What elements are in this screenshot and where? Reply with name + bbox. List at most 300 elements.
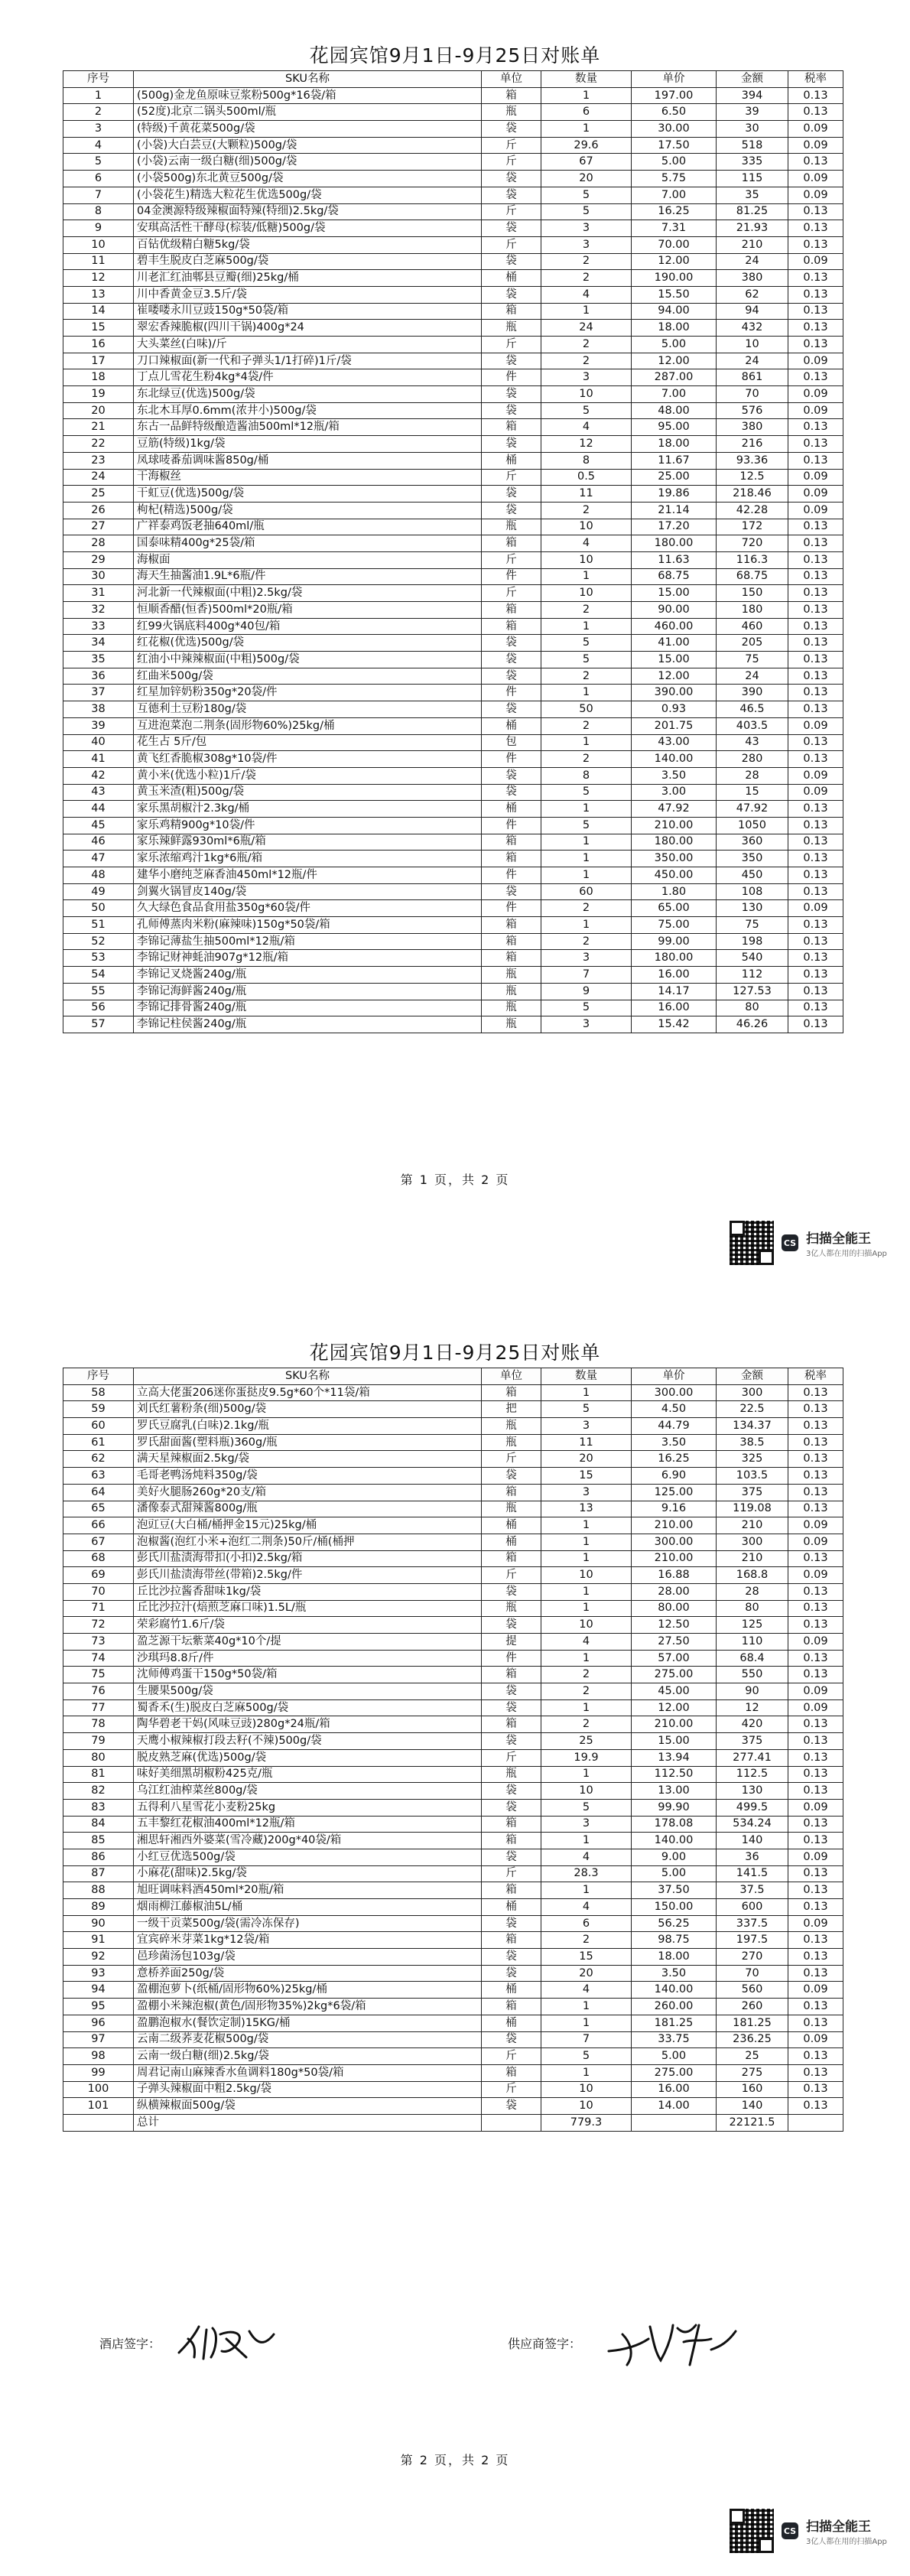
row-index: 79: [63, 1733, 134, 1750]
table-row: [63, 286, 843, 303]
sku-name: 崔喽喽永川豆豉150g*50袋/箱: [134, 303, 482, 320]
unit-price: 5.00: [632, 2048, 717, 2065]
unit-price: 3.50: [632, 1434, 717, 1451]
quantity: 10: [541, 519, 632, 535]
amount: 140: [717, 2098, 788, 2115]
quantity: 5: [541, 2048, 632, 2065]
table-row: [63, 436, 843, 453]
amount: 140: [717, 1833, 788, 1849]
quantity: 10: [541, 1617, 632, 1634]
amount: 47.92: [717, 801, 788, 818]
quantity: 5: [541, 402, 632, 419]
unit-price: 190.00: [632, 270, 717, 287]
unit-price: 47.92: [632, 801, 717, 818]
unit-price: 17.50: [632, 137, 717, 154]
tax-rate: 0.09: [788, 171, 843, 187]
unit-price: 0.93: [632, 701, 717, 718]
unit: 件: [482, 568, 541, 585]
row-index: 21: [63, 419, 134, 436]
unit: 件: [482, 685, 541, 701]
row-index: 85: [63, 1833, 134, 1849]
sku-name: (小袋)大白芸豆(大颗粒)500g/袋: [134, 137, 482, 154]
unit-price: 390.00: [632, 685, 717, 701]
quantity: 4: [541, 1982, 632, 1999]
table-row: [63, 585, 843, 602]
table-row: [63, 337, 843, 353]
table-row: [63, 236, 843, 253]
table-row: [63, 2098, 843, 2115]
quantity: 50: [541, 701, 632, 718]
col-header-amount: 金额: [717, 1368, 788, 1385]
tax-rate: 0.13: [788, 883, 843, 900]
unit-price: 4.50: [632, 1401, 717, 1418]
unit-price: 125.00: [632, 1484, 717, 1501]
amount: 130: [717, 900, 788, 917]
quantity: 0.5: [541, 469, 632, 486]
sku-name: 翠宏香辣脆椒(四川干锅)400g*24: [134, 320, 482, 337]
sku-name: 豆筋(特级)1kg/袋: [134, 436, 482, 453]
amount: 380: [717, 419, 788, 436]
unit: 件: [482, 369, 541, 386]
unit: 斤: [482, 203, 541, 220]
sku-name: 盈芝源干坛紫菜40g*10个/提: [134, 1634, 482, 1651]
amount: 210: [717, 1550, 788, 1567]
unit: 箱: [482, 950, 541, 967]
col-header-quantity: 数量: [541, 71, 632, 88]
row-index: 14: [63, 303, 134, 320]
row-index: 59: [63, 1401, 134, 1418]
unit-price: 95.00: [632, 419, 717, 436]
unit-price: 41.00: [632, 635, 717, 652]
unit-price: 98.75: [632, 1932, 717, 1949]
quantity: 2: [541, 602, 632, 619]
sku-name: 子弹头辣椒面中粗2.5kg/袋: [134, 2081, 482, 2098]
quantity: 1: [541, 917, 632, 934]
row-index: 52: [63, 933, 134, 950]
sku-name: 意桥养面250g/袋: [134, 1965, 482, 1982]
table-row: [63, 1667, 843, 1683]
tax-rate: 0.13: [788, 851, 843, 867]
quantity: 1: [541, 1517, 632, 1534]
quantity: 5: [541, 635, 632, 652]
tax-rate: 0.13: [788, 519, 843, 535]
table-row: [63, 1550, 843, 1567]
amount: 210: [717, 1517, 788, 1534]
tax-rate: 0.13: [788, 1716, 843, 1733]
row-index: 39: [63, 717, 134, 734]
unit: 箱: [482, 1882, 541, 1899]
tax-rate: 0.09: [788, 1699, 843, 1716]
quantity: 2: [541, 253, 632, 270]
amount: 112.5: [717, 1766, 788, 1783]
amount: 350: [717, 851, 788, 867]
table-row: [63, 1650, 843, 1667]
unit-price: 3.50: [632, 1965, 717, 1982]
amount: 36: [717, 1849, 788, 1865]
unit: 箱: [482, 933, 541, 950]
row-index: 16: [63, 337, 134, 353]
row-index: 45: [63, 817, 134, 834]
unit: 斤: [482, 337, 541, 353]
amount: 534.24: [717, 1816, 788, 1833]
sku-name: 黄飞红香脆椒308g*10袋/件: [134, 751, 482, 768]
unit-price: 99.90: [632, 1799, 717, 1816]
unit-price: 180.00: [632, 950, 717, 967]
unit: 袋: [482, 1583, 541, 1600]
unit: 箱: [482, 1932, 541, 1949]
table-row: [63, 568, 843, 585]
table-row: [63, 1849, 843, 1865]
row-index: 75: [63, 1667, 134, 1683]
unit: 袋: [482, 1965, 541, 1982]
unit: 箱: [482, 1550, 541, 1567]
amount: 12.5: [717, 469, 788, 486]
unit-price: 9.00: [632, 1849, 717, 1865]
quantity: 10: [541, 551, 632, 568]
tax-rate: 0.13: [788, 967, 843, 984]
unit: 箱: [482, 535, 541, 552]
tax-rate: 0.13: [788, 1999, 843, 2015]
sku-name: 恒顺香醋(恒香)500ml*20瓶/箱: [134, 602, 482, 619]
unit: 袋: [482, 187, 541, 203]
tax-rate: 0.09: [788, 121, 843, 138]
table-row: [63, 1567, 843, 1584]
sku-name: 刀口辣椒面(新一代和子弹头1/1打碎)1斤/袋: [134, 353, 482, 369]
scanner-watermark: [730, 1221, 887, 1265]
table-row: [63, 1434, 843, 1451]
quantity: 25: [541, 1733, 632, 1750]
amount: 24: [717, 253, 788, 270]
row-index: 13: [63, 286, 134, 303]
amount: 360: [717, 834, 788, 851]
row-index: 10: [63, 236, 134, 253]
unit: 袋: [482, 1799, 541, 1816]
table-row: [63, 1982, 843, 1999]
unit-price: 460.00: [632, 618, 717, 635]
row-index: 23: [63, 452, 134, 469]
unit-price: 7.00: [632, 187, 717, 203]
quantity: 3: [541, 369, 632, 386]
amount: 550: [717, 1667, 788, 1683]
row-index: 53: [63, 950, 134, 967]
row-index: 17: [63, 353, 134, 369]
table-row: [63, 801, 843, 818]
tax-rate: 0.13: [788, 1865, 843, 1882]
unit-price: 12.00: [632, 253, 717, 270]
row-index: 20: [63, 402, 134, 419]
table-row: [63, 933, 843, 950]
row-index: 24: [63, 469, 134, 486]
table-row: [63, 1418, 843, 1435]
quantity: 1: [541, 1699, 632, 1716]
table-row: [63, 2048, 843, 2065]
sku-name: 泡椒酱(泡红小米+泡红二荆条)50斤/桶(桶押: [134, 1534, 482, 1550]
amount: 25: [717, 2048, 788, 2065]
row-index: 46: [63, 834, 134, 851]
quantity: 5: [541, 652, 632, 668]
sku-name: 五丰黎红花椒油400ml*12瓶/箱: [134, 1816, 482, 1833]
col-header-sku: SKU名称: [134, 71, 482, 88]
tax-rate: 0.13: [788, 1749, 843, 1766]
unit: 袋: [482, 486, 541, 503]
row-index: 76: [63, 1683, 134, 1700]
col-header-unit: 单位: [482, 71, 541, 88]
sku-name: 刘氏红薯粉条(细)500g/袋: [134, 1401, 482, 1418]
sku-name: 黄小米(优选小粒)1斤/袋: [134, 767, 482, 784]
row-index: 93: [63, 1965, 134, 1982]
amount: 375: [717, 1484, 788, 1501]
row-index: 68: [63, 1550, 134, 1567]
unit-price: 300.00: [632, 1534, 717, 1550]
unit: 箱: [482, 1816, 541, 1833]
col-header-unit-price: 单价: [632, 71, 717, 88]
table-row: [63, 1634, 843, 1651]
unit: 桶: [482, 801, 541, 818]
unit: 斤: [482, 2048, 541, 2065]
amount: 420: [717, 1716, 788, 1733]
unit: 桶: [482, 1982, 541, 1999]
tax-rate: 0.13: [788, 751, 843, 768]
quantity: 2: [541, 1716, 632, 1733]
unit-price: 37.50: [632, 1882, 717, 1899]
unit: 瓶: [482, 320, 541, 337]
unit: 斤: [482, 154, 541, 171]
amount: 576: [717, 402, 788, 419]
unit-price: 6.50: [632, 104, 717, 121]
amount: 12: [717, 1699, 788, 1716]
unit-price: 15.00: [632, 1733, 717, 1750]
unit-price: 18.00: [632, 436, 717, 453]
sku-name: 互进泡菜泡二荆条(固形物60%)25kg/桶: [134, 717, 482, 734]
row-index: 36: [63, 668, 134, 685]
table-row: [63, 602, 843, 619]
table-row: [63, 635, 843, 652]
sku-name: 蜀香禾(生)脱皮白芝麻500g/袋: [134, 1699, 482, 1716]
quantity: 1: [541, 121, 632, 138]
unit: 箱: [482, 1716, 541, 1733]
quantity: 15: [541, 1949, 632, 1966]
table-row: [63, 1915, 843, 1932]
unit: 桶: [482, 717, 541, 734]
amount: 205: [717, 635, 788, 652]
unit: 袋: [482, 2098, 541, 2115]
unit-price: 300.00: [632, 1384, 717, 1401]
quantity: 13: [541, 1501, 632, 1517]
tax-rate: 0.13: [788, 652, 843, 668]
unit-price: 197.00: [632, 87, 717, 104]
amount: 210: [717, 236, 788, 253]
quantity: 9: [541, 983, 632, 1000]
qr-code-icon: [730, 1221, 774, 1265]
quantity: 3: [541, 950, 632, 967]
sku-name: (500g)金龙鱼原味豆浆粉500g*16袋/箱: [134, 87, 482, 104]
unit-price: 45.00: [632, 1683, 717, 1700]
unit: 袋: [482, 784, 541, 801]
unit: 袋: [482, 883, 541, 900]
amount: 39: [717, 104, 788, 121]
unit: 袋: [482, 253, 541, 270]
unit: 斤: [482, 2081, 541, 2098]
unit-price: 43.00: [632, 734, 717, 751]
table-row: [63, 668, 843, 685]
scanner-watermark: [730, 2509, 887, 2553]
sku-name: 海天生抽酱油1.9L*6瓶/件: [134, 568, 482, 585]
unit: 袋: [482, 701, 541, 718]
tax-rate: 0.13: [788, 1816, 843, 1833]
sku-name: (52度)北京二锅头500ml/瓶: [134, 104, 482, 121]
quantity: 11: [541, 486, 632, 503]
unit: 件: [482, 751, 541, 768]
row-index: 100: [63, 2081, 134, 2098]
quantity: 3: [541, 220, 632, 237]
amount: 24: [717, 353, 788, 369]
table-row: [63, 867, 843, 884]
sku-name: 枸杞(精选)500g/袋: [134, 502, 482, 519]
quantity: 24: [541, 320, 632, 337]
unit-price: 140.00: [632, 751, 717, 768]
table-row: [63, 402, 843, 419]
page-number: 第 1 页，共 2 页: [400, 1173, 510, 1187]
row-index: 69: [63, 1567, 134, 1584]
amount: 325: [717, 1451, 788, 1468]
quantity: 1: [541, 568, 632, 585]
row-index: 70: [63, 1583, 134, 1600]
row-index: 63: [63, 1468, 134, 1485]
sku-name: (特级)千黄花菜500g/袋: [134, 121, 482, 138]
tax-rate: 0.13: [788, 1434, 843, 1451]
table-row: [63, 519, 843, 535]
quantity: 3: [541, 1418, 632, 1435]
unit: 箱: [482, 419, 541, 436]
quantity: 2: [541, 353, 632, 369]
tax-rate: 0.13: [788, 236, 843, 253]
quantity: 1: [541, 303, 632, 320]
tax-rate: 0.13: [788, 1384, 843, 1401]
unit-price: 7.31: [632, 220, 717, 237]
amount: 270: [717, 1949, 788, 1966]
unit-price: 12.00: [632, 1699, 717, 1716]
amount: 80: [717, 1000, 788, 1016]
amount: 380: [717, 270, 788, 287]
table-row: [63, 1617, 843, 1634]
sku-name: 李锦记柱侯酱240g/瓶: [134, 1016, 482, 1033]
unit: 瓶: [482, 104, 541, 121]
amount: 236.25: [717, 2031, 788, 2048]
amount: 540: [717, 950, 788, 967]
unit-price: 178.08: [632, 1816, 717, 1833]
quantity: 10: [541, 1567, 632, 1584]
amount: 218.46: [717, 486, 788, 503]
row-index: 95: [63, 1999, 134, 2015]
row-index: 60: [63, 1418, 134, 1435]
table-row: [63, 220, 843, 237]
quantity: 2: [541, 502, 632, 519]
table-row: [63, 203, 843, 220]
amount: 1050: [717, 817, 788, 834]
tax-rate: 0.13: [788, 1932, 843, 1949]
sku-name: 周君记南山麻辣香水鱼调料180g*50袋/箱: [134, 2064, 482, 2081]
amount: 24: [717, 668, 788, 685]
unit-price: 94.00: [632, 303, 717, 320]
quantity: 1: [541, 1999, 632, 2015]
tax-rate: 0.13: [788, 1733, 843, 1750]
sku-name: 丘比沙拉汁(焙煎芝麻口味)1.5L/瓶: [134, 1600, 482, 1617]
quantity: 1: [541, 801, 632, 818]
unit: 箱: [482, 1384, 541, 1401]
unit: 箱: [482, 917, 541, 934]
amount: 46.5: [717, 701, 788, 718]
row-index: 31: [63, 585, 134, 602]
unit-price: 5.75: [632, 171, 717, 187]
sku-name: 剑翼火锅冒皮140g/袋: [134, 883, 482, 900]
row-index: 101: [63, 2098, 134, 2115]
amount: 216: [717, 436, 788, 453]
page-number: 第 2 页，共 2 页: [400, 2453, 510, 2467]
row-index: 26: [63, 502, 134, 519]
sku-name: 建华小磨纯芝麻香油450ml*12瓶/件: [134, 867, 482, 884]
unit: 瓶: [482, 967, 541, 984]
sku-name: 罗氏甜面酱(塑料瓶)360g/瓶: [134, 1434, 482, 1451]
unit: 袋: [482, 1699, 541, 1716]
quantity: 19.9: [541, 1749, 632, 1766]
amount: 460: [717, 618, 788, 635]
unit-price: 201.75: [632, 717, 717, 734]
amount: 10: [717, 337, 788, 353]
unit-price: 65.00: [632, 900, 717, 917]
amount: 75: [717, 917, 788, 934]
tax-rate: 0.09: [788, 353, 843, 369]
tax-rate: 0.09: [788, 1799, 843, 1816]
unit-price: 28.00: [632, 1583, 717, 1600]
unit-price: 210.00: [632, 817, 717, 834]
unit: 箱: [482, 1999, 541, 2015]
tax-rate: 0.13: [788, 1667, 843, 1683]
unit: 袋: [482, 171, 541, 187]
unit: 瓶: [482, 1418, 541, 1435]
sku-name: 罗氏豆腐乳(白味)2.1kg/瓶: [134, 1418, 482, 1435]
unit-price: 17.20: [632, 519, 717, 535]
amount: 90: [717, 1683, 788, 1700]
row-index: 86: [63, 1849, 134, 1865]
quantity: 2: [541, 1683, 632, 1700]
unit-price: 99.00: [632, 933, 717, 950]
sku-name: 家乐鸡精900g*10袋/件: [134, 817, 482, 834]
table-row: [63, 1401, 843, 1418]
row-index: 98: [63, 2048, 134, 2065]
table-row: [63, 1783, 843, 1800]
quantity: 2: [541, 337, 632, 353]
unit-price: 5.00: [632, 337, 717, 353]
qr-code-icon: [730, 2509, 774, 2553]
row-index: 33: [63, 618, 134, 635]
row-index: 80: [63, 1749, 134, 1766]
table-row: [63, 469, 843, 486]
sku-name: 纵横辣椒面500g/袋: [134, 2098, 482, 2115]
quantity: 2: [541, 717, 632, 734]
quantity: 29.6: [541, 137, 632, 154]
unit-price: 27.50: [632, 1634, 717, 1651]
quantity: 3: [541, 236, 632, 253]
unit: 件: [482, 1650, 541, 1667]
unit-price: 16.00: [632, 1000, 717, 1016]
sku-name: 毛哥老鸭汤炖料350g/袋: [134, 1468, 482, 1485]
row-index: 4: [63, 137, 134, 154]
sku-name: 盈棚小米辣泡椒(黄色/固形物35%)2kg*6袋/箱: [134, 1999, 482, 2015]
unit-price: 15.00: [632, 585, 717, 602]
quantity: 1: [541, 2064, 632, 2081]
table-header-row: [63, 1368, 843, 1385]
quantity: 10: [541, 2081, 632, 2098]
